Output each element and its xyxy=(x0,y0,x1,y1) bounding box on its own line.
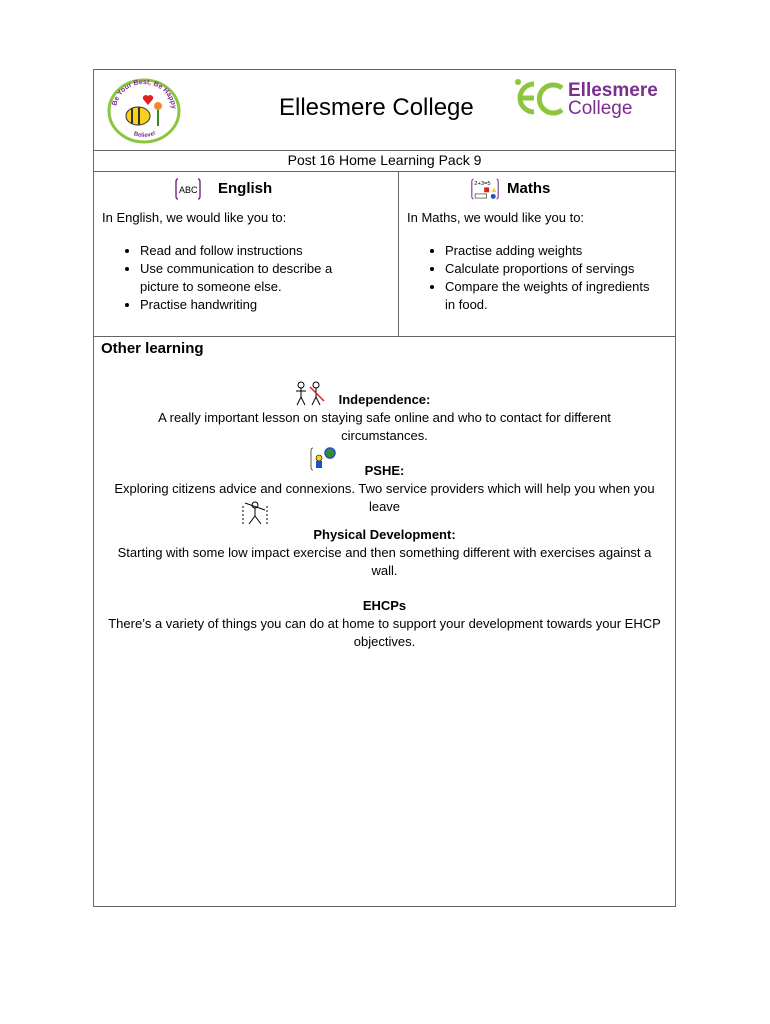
physical-development-title: Physical Development: xyxy=(313,527,456,542)
english-column xyxy=(94,172,399,336)
header xyxy=(94,70,675,151)
independence-text: A really important lesson on staying safe online and who to contact for different circumstances. xyxy=(158,410,611,443)
svg-text:2+3=5: 2+3=5 xyxy=(474,180,491,187)
learning-pack-frame xyxy=(93,69,676,907)
maths-list xyxy=(407,242,661,314)
list-item: • Use communication to describe a picture to someone else. xyxy=(140,260,360,296)
english-intro: In English, we would like you to: xyxy=(102,210,287,225)
pack-title: Post 16 Home Learning Pack 9 xyxy=(94,150,675,172)
svg-text:ABC: ABC xyxy=(179,185,198,195)
maths-icon xyxy=(471,175,499,203)
independence-title: Independence: xyxy=(338,392,431,407)
badge-motto: Be Your Best, Be Happy xyxy=(111,78,178,110)
ehcps-title: EHCPs xyxy=(362,598,407,613)
list-item: • Practise handwriting xyxy=(140,296,360,314)
badge-believe: Believe! xyxy=(132,130,157,139)
ehcps-section xyxy=(94,597,675,651)
maths-heading: Maths xyxy=(507,180,551,197)
english-heading: English xyxy=(218,180,273,197)
abc-icon xyxy=(174,175,202,203)
ehcps-text: There’s a variety of things you can do at home to support your development towards your EHCP objectives. xyxy=(108,616,661,649)
physical-development-icon xyxy=(240,498,270,526)
list-item: • Calculate proportions of servings xyxy=(445,260,661,278)
pshe-title: PSHE: xyxy=(364,463,405,478)
list-item: • Practise adding weights xyxy=(445,242,661,260)
list-item: • Compare the weights of ingredients in food. xyxy=(445,278,661,314)
maths-intro: In Maths, we would like you to: xyxy=(407,210,585,225)
pshe-text: Exploring citizens advice and connexions. Two service providers which will help you when you leave xyxy=(114,481,655,514)
physical-development-section xyxy=(94,526,675,580)
list-item: • Read and follow instructions xyxy=(140,242,360,260)
pshe-section xyxy=(94,462,675,516)
school-badge-logo xyxy=(106,78,182,144)
logo-college-text: College xyxy=(568,98,633,119)
section-divider xyxy=(94,336,675,337)
logo-ellesmere-text: Ellesmere xyxy=(568,80,658,101)
maths-column xyxy=(399,172,675,336)
physical-development-text: Starting with some low impact exercise and then something different with exercises against a wall. xyxy=(117,545,652,578)
page-title: Ellesmere College xyxy=(279,94,474,121)
english-list xyxy=(102,242,360,314)
other-learning-heading: Other learning xyxy=(101,340,204,357)
independence-section xyxy=(94,391,675,445)
